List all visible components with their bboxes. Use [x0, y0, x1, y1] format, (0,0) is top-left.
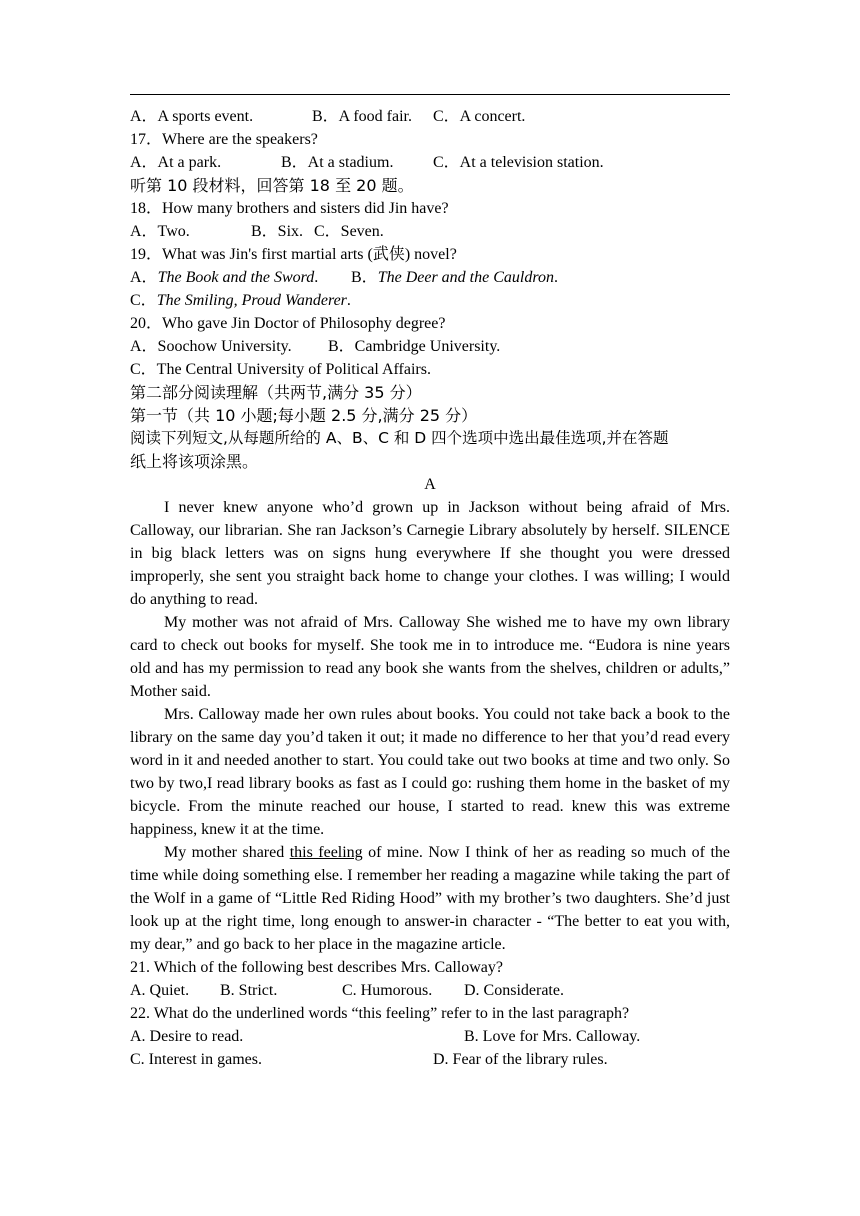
passage-paragraph-2: My mother was not afraid of Mrs. Calloway She wished me to have my own library card to check out books for myself. She took me in to introduce me. “Eudora is nine years old and has my permission to read any book she wants from the shelves, children or adults,” Mother said.: [130, 614, 730, 700]
passage-paragraph-4: My mother shared this feeling of mine. Now I think of her as reading so much of the time while doing something else. I remember her reading a magazine while taking the part of the Wolf in a game of “Little Red Riding Hood” with my brother’s two daughters. She’d just look up at the right time, long enough to answer-in character - “The better to eat you with, my dear,” and go back to her place in the magazine article.: [130, 844, 730, 953]
q20-option-c: C．The Central University of Political Affairs.: [130, 361, 431, 378]
q21-option-c: C. Humorous.: [342, 982, 433, 999]
q20-option-b: B．Cambridge University.: [328, 338, 501, 355]
q18-stem: 18．How many brothers and sisters did Jin have?: [130, 200, 449, 217]
q18-option-b: B．Six.: [251, 223, 304, 240]
part2-instruction-line1: 阅读下列短文,从每题所给的 A、B、C 和 D 四个选项中选出最佳选项,并在答题: [130, 429, 669, 447]
q19-option-a: A．The Book and the Sword.: [130, 269, 319, 286]
q22-options-ab: [130, 1025, 730, 1048]
section-10-heading: 听第 10 段材料，回答第 18 至 20 题。: [130, 176, 414, 195]
q18-option-a: A．Two.: [130, 223, 190, 240]
q17-option-a: A．At a park.: [130, 154, 222, 171]
q21-option-a: A. Quiet.: [130, 982, 190, 999]
passage-label: A: [424, 476, 436, 493]
q18-options: [130, 220, 730, 243]
part2-section1: 第一节（共 10 小题;每小题 2.5 分,满分 25 分）: [130, 406, 478, 425]
page-content: [130, 105, 730, 1071]
q16-option-c: C．A concert.: [433, 108, 526, 125]
passage-paragraph-3: Mrs. Calloway made her own rules about books. You could not take back a book to the library on the same day you’d taken it out; it made no difference to her that you’d read every word in it and needed another to start. You could take out two books at time and two only. So two by two,I read library books as fast as I could go: rushing them home in the basket of my bicycle. From the minute reached our house, I started to read. knew this was extreme happiness, knew it at the time.: [130, 706, 730, 838]
q22-stem: 22. What do the underlined words “this feeling” refer to in the last paragraph?: [130, 1005, 630, 1022]
q19-option-c-title: The Smiling, Proud Wanderer: [156, 292, 347, 309]
q19-option-a-title: The Book and the Sword: [157, 269, 315, 286]
q22-option-b: B. Love for Mrs. Calloway.: [464, 1028, 641, 1045]
q22-option-d: D. Fear of the library rules.: [433, 1051, 608, 1068]
q18-option-c: C．Seven.: [314, 223, 384, 240]
q20-options-ab: [130, 335, 730, 358]
header-rule: [130, 94, 730, 95]
part2-instruction-line2: 纸上将该项涂黑。: [130, 452, 259, 471]
q21-options: [130, 979, 730, 1002]
q16-option-a: A．A sports event.: [130, 108, 254, 125]
q20-option-a: A．Soochow University.: [130, 338, 292, 355]
q21-option-d: D. Considerate.: [464, 982, 564, 999]
passage-paragraph-1: I never knew anyone who’d grown up in Jackson without being afraid of Mrs. Calloway, our librarian. She ran Jackson’s Carnegie Library absolutely by herself. SILENCE in big black letters was on signs hung everywhere If she thought you were dressed improperly, she sent you straight back home to change your clothes. I was willing; I would do anything to read.: [130, 499, 730, 608]
q19-option-b: B．The Deer and the Cauldron.: [351, 269, 558, 286]
q21-stem: 21. Which of the following best describes Mrs. Calloway?: [130, 959, 503, 976]
q19-option-c: C．The Smiling, Proud Wanderer.: [130, 292, 351, 309]
q17-option-c: C．At a television station.: [433, 154, 604, 171]
q19-option-b-title: The Deer and the Cauldron: [377, 269, 554, 286]
q16-options: [130, 105, 730, 128]
q21-option-b: B. Strict.: [220, 982, 278, 999]
q17-option-b: B．At a stadium.: [281, 154, 394, 171]
q16-option-b: B．A food fair.: [312, 108, 412, 125]
q22-options-cd: [130, 1048, 730, 1071]
q17-stem: 17．Where are the speakers?: [130, 131, 318, 148]
q22-option-c: C. Interest in games.: [130, 1051, 262, 1068]
underlined-this-feeling: this feeling: [289, 844, 363, 861]
q19-stem: 19．What was Jin's first martial arts (武侠) novel?: [130, 246, 457, 263]
q17-options: [130, 151, 730, 174]
q20-stem: 20．Who gave Jin Doctor of Philosophy degree?: [130, 315, 446, 332]
q22-option-a: A. Desire to read.: [130, 1028, 244, 1045]
q19-options-ab: [130, 266, 730, 289]
part2-title: 第二部分阅读理解（共两节,满分 35 分）: [130, 383, 422, 402]
